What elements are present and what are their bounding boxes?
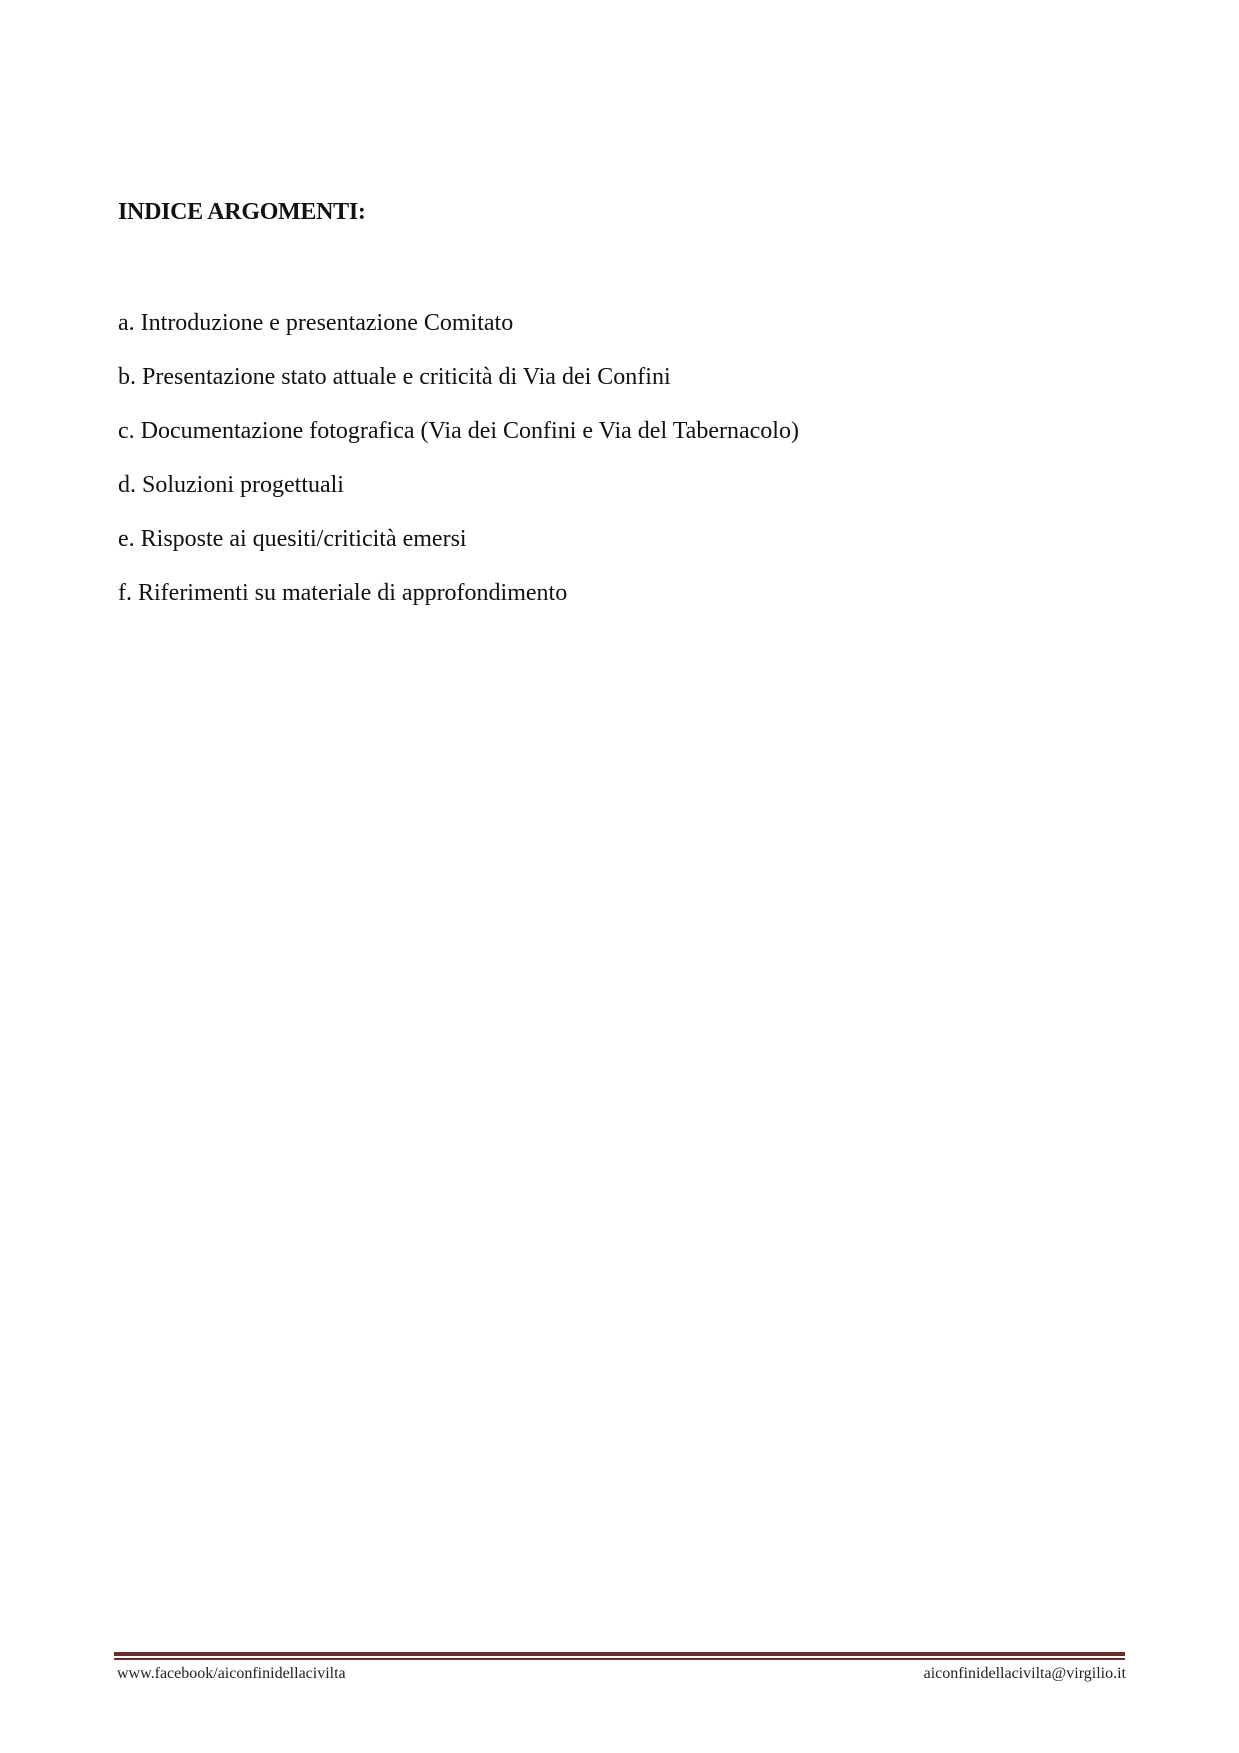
footer-email-link[interactable]: aiconfinidellacivilta@virgilio.it — [923, 1665, 1126, 1682]
footer-facebook-link[interactable]: www.facebook/aiconfinidellacivilta — [117, 1665, 346, 1682]
toc-item-c: c. Documentazione fotografica (Via dei Confini e Via del Tabernacolo) — [118, 418, 799, 444]
table-of-contents — [118, 308, 799, 632]
toc-item-f: f. Riferimenti su materiale di approfondimento — [118, 580, 568, 606]
toc-item-b: b. Presentazione stato attuale e criticità di Via dei Confini — [118, 364, 671, 390]
toc-item-e: e. Risposte ai quesiti/criticità emersi — [118, 526, 467, 552]
toc-item-d: d. Soluzioni progettuali — [118, 472, 344, 498]
toc-item-a: a. Introduzione e presentazione Comitato — [118, 310, 514, 336]
page-title: INDICE ARGOMENTI: — [118, 199, 366, 225]
footer-divider-thick-line — [114, 1652, 1125, 1656]
footer-divider — [114, 1652, 1125, 1660]
footer-divider-thin-line — [114, 1658, 1125, 1660]
